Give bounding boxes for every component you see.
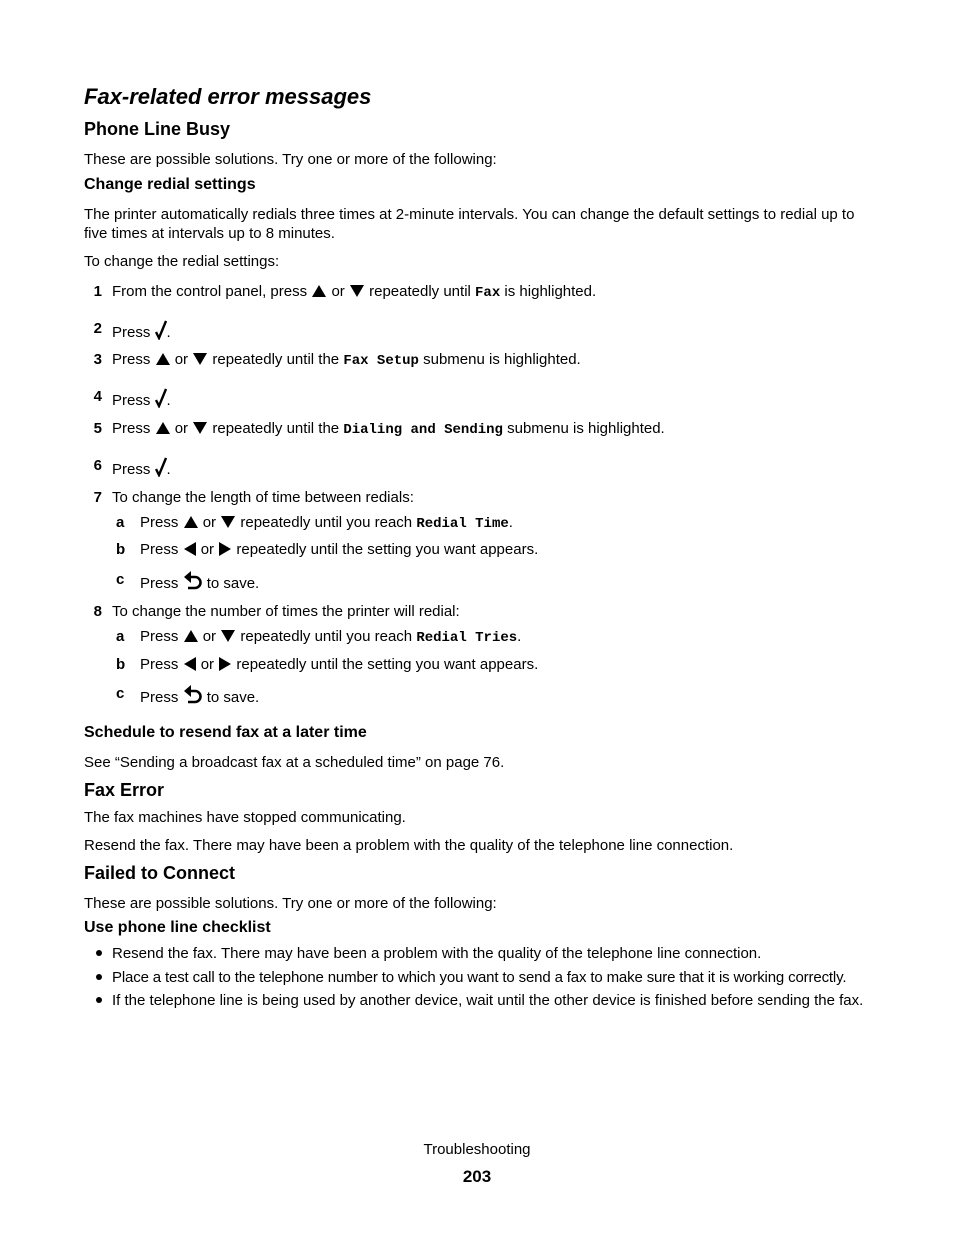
section-heading-fax-error: Fax Error — [84, 780, 165, 800]
paragraph-see-broadcast: See “Sending a broadcast fax at a scheduled time” on page 76. — [84, 754, 505, 771]
step-number: 6 — [93, 457, 102, 474]
up-arrow-icon — [155, 421, 171, 435]
substep-letter: a — [116, 628, 125, 645]
step-text: Press or repeatedly until the Dialing and Sending submenu is highlighted. — [112, 420, 665, 438]
bullet-dot — [96, 997, 102, 1003]
code-redial-tries: Redial Tries — [416, 630, 518, 646]
step-text: Press . — [112, 320, 171, 341]
back-arrow-icon — [183, 571, 203, 591]
step-number: 3 — [93, 351, 102, 368]
paragraph-redial-info: The printer automatically redials three times at 2-minute intervals. You can change the default settings to redial up to five times at intervals up to 8 minutes. — [84, 206, 855, 242]
code-redial-time: Redial Time — [416, 516, 509, 532]
bullet-text: Place a test call to the telephone number to which you want to send a fax to make sure that it is working correctly. — [112, 969, 847, 986]
subsection-heading-checklist: Use phone line checklist — [84, 919, 271, 936]
bullet-dot — [96, 950, 102, 956]
section-heading-phone-line-busy: Phone Line Busy — [84, 119, 231, 139]
subsection-heading-change-redial: Change redial settings — [84, 176, 256, 193]
section-heading-failed-to-connect: Failed to Connect — [84, 863, 236, 883]
up-arrow-icon — [311, 284, 327, 298]
page-title: Fax-related error messages — [84, 84, 372, 109]
step-text: Press or repeatedly until the Fax Setup submenu is highlighted. — [112, 351, 581, 369]
left-arrow-icon — [183, 656, 197, 672]
code-fax: Fax — [475, 285, 501, 301]
substep-letter: c — [116, 571, 125, 588]
substep-letter: b — [116, 541, 126, 558]
down-arrow-icon — [192, 421, 208, 435]
down-arrow-icon — [220, 515, 236, 529]
substep-text: Press or repeatedly until you reach Redial Tries. — [140, 628, 522, 646]
down-arrow-icon — [349, 284, 365, 298]
code-dialing-and-sending: Dialing and Sending — [343, 422, 503, 438]
up-arrow-icon — [155, 352, 171, 366]
step-number: 4 — [93, 388, 102, 405]
right-arrow-icon — [218, 541, 232, 557]
step-text: Press . — [112, 457, 171, 478]
bullet-text: If the telephone line is being used by another device, wait until the other device is finished before sending the fax. — [112, 992, 864, 1009]
substep-letter: c — [116, 685, 125, 702]
up-arrow-icon — [183, 629, 199, 643]
step-number: 2 — [93, 320, 102, 337]
step-text: Press . — [112, 388, 171, 409]
right-arrow-icon — [218, 656, 232, 672]
substep-text: Press to save. — [140, 571, 259, 592]
step-number: 8 — [93, 603, 102, 620]
back-arrow-icon — [183, 685, 203, 705]
paragraph-fax-error-1: The fax machines have stopped communicating. — [84, 809, 406, 826]
paragraph-to-change: To change the redial settings: — [84, 253, 280, 270]
substep-text: Press to save. — [140, 685, 259, 706]
code-fax-setup: Fax Setup — [343, 353, 419, 369]
footer-section-label: Troubleshooting — [423, 1141, 531, 1158]
step-number: 7 — [93, 489, 102, 506]
left-arrow-icon — [183, 541, 197, 557]
step-number: 1 — [93, 283, 102, 300]
section-intro: These are possible solutions. Try one or more of the following: — [84, 151, 497, 168]
step-text: To change the length of time between redials: — [112, 489, 414, 506]
down-arrow-icon — [220, 629, 236, 643]
step-text: From the control panel, press or repeatedly until Fax is highlighted. — [112, 283, 597, 301]
down-arrow-icon — [192, 352, 208, 366]
bullet-text: Resend the fax. There may have been a problem with the quality of the telephone line connection. — [112, 945, 762, 962]
subsection-heading-schedule: Schedule to resend fax at a later time — [84, 724, 367, 741]
paragraph-fax-error-2: Resend the fax. There may have been a problem with the quality of the telephone line connection. — [84, 837, 734, 854]
step-text: To change the number of times the printer will redial: — [112, 603, 460, 620]
substep-text: Press or repeatedly until the setting you want appears. — [140, 656, 539, 673]
checkmark-icon — [155, 457, 167, 477]
substep-letter: b — [116, 656, 126, 673]
checkmark-icon — [155, 320, 167, 340]
substep-text: Press or repeatedly until the setting you want appears. — [140, 541, 539, 558]
section-intro: These are possible solutions. Try one or more of the following: — [84, 895, 497, 912]
up-arrow-icon — [183, 515, 199, 529]
bullet-dot — [96, 974, 102, 980]
substep-text: Press or repeatedly until you reach Redial Time. — [140, 514, 513, 532]
page-number: 203 — [462, 1167, 492, 1186]
step-number: 5 — [93, 420, 102, 437]
substep-letter: a — [116, 514, 125, 531]
checkmark-icon — [155, 388, 167, 408]
